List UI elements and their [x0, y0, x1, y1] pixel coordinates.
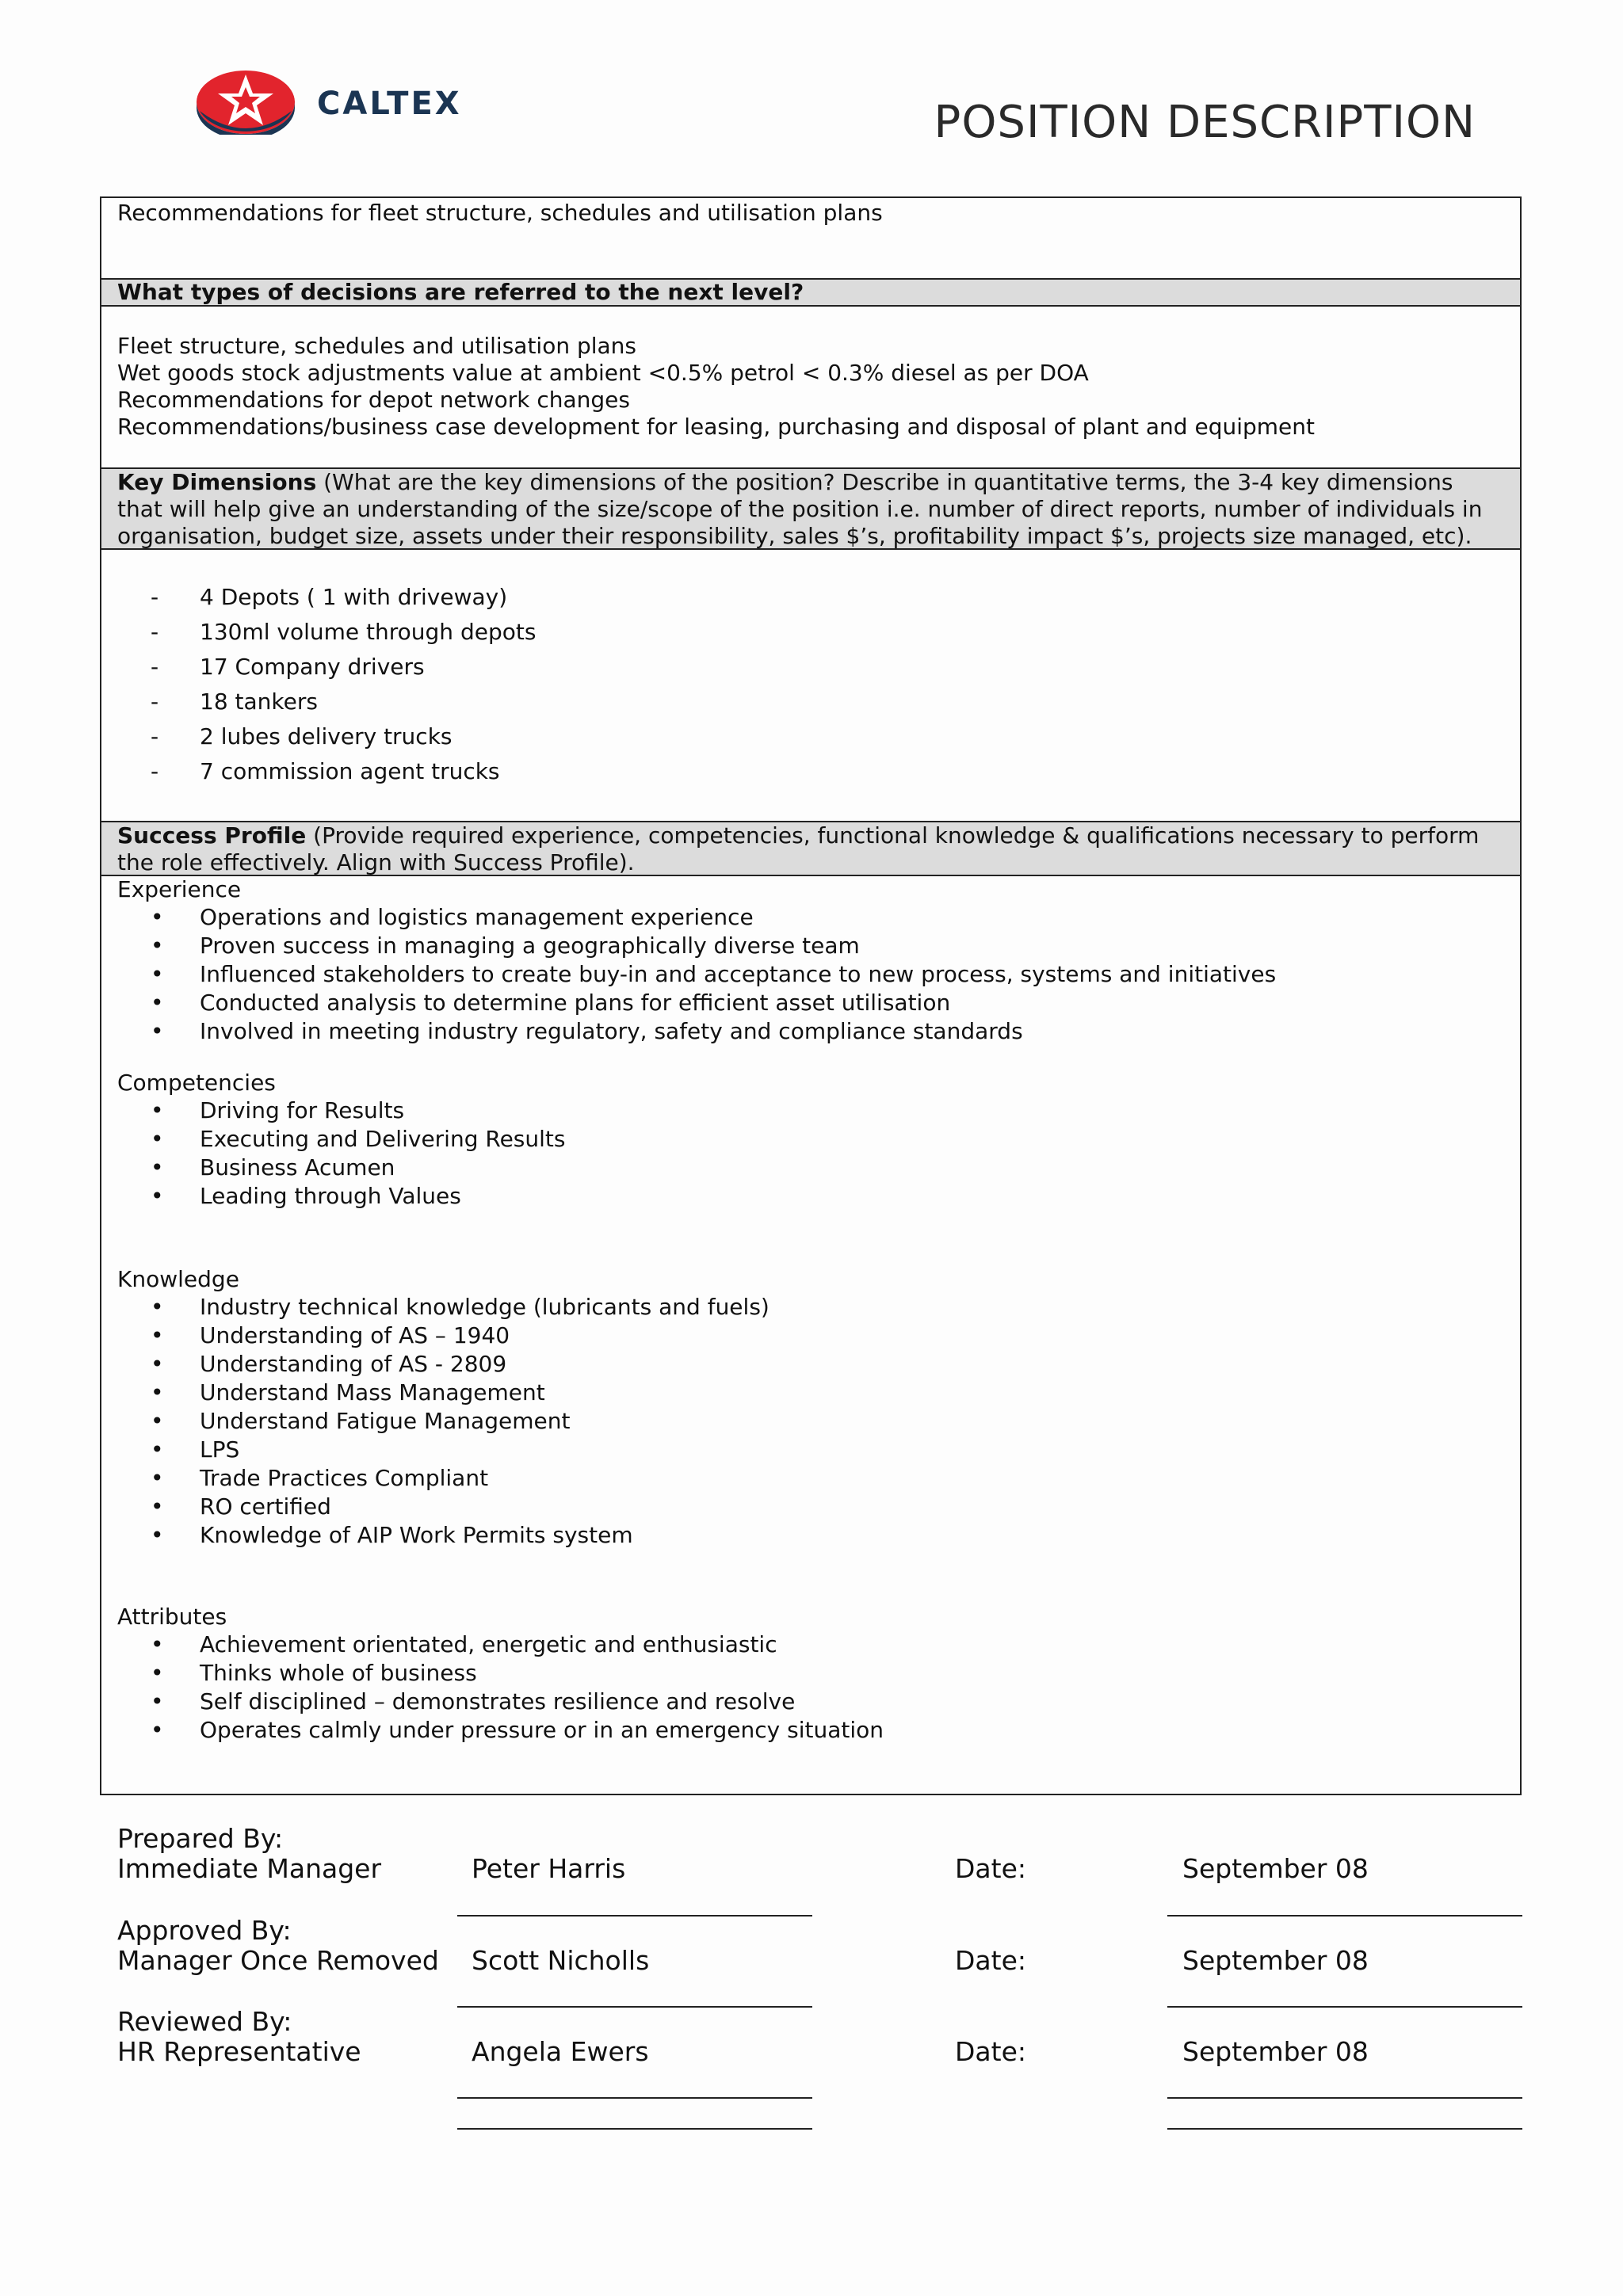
list-item [101, 989, 1520, 1017]
knowledge-text: Understand Mass Management [200, 1379, 545, 1405]
signoff-role-label [117, 2007, 361, 2067]
date-line [1167, 2006, 1522, 2008]
dimension-text: 17 Company drivers [200, 654, 425, 680]
knowledge-text: Knowledge of AIP Work Permits system [200, 1522, 633, 1548]
bullet-marker: • [151, 1717, 164, 1743]
key-dimensions-list [101, 580, 1520, 789]
list-item [101, 1379, 1520, 1407]
dash-marker: - [151, 723, 159, 749]
bullet-marker: • [151, 1660, 164, 1686]
list-item [101, 1716, 1520, 1745]
list-item [101, 1659, 1520, 1688]
dash-marker: - [151, 654, 159, 680]
bullet-marker: • [151, 1688, 164, 1714]
dash-marker: - [151, 688, 159, 715]
bullet-marker: • [151, 1522, 164, 1548]
knowledge-list [101, 1293, 1520, 1550]
signoff-date: September 08 [1182, 1945, 1369, 1976]
experience-section [101, 876, 1520, 1046]
list-item [101, 754, 1520, 789]
signoff-role-label [117, 1824, 381, 1884]
signature-line [457, 1915, 812, 1917]
signoff-role-text: HR Representative [117, 2036, 361, 2067]
signoff-action-text: Approved By: [117, 1915, 292, 1946]
experience-list [101, 903, 1520, 1046]
list-item [101, 1322, 1520, 1350]
decisions-heading: What types of decisions are referred to the next level? [101, 278, 1520, 307]
bullet-marker: • [151, 1351, 164, 1377]
decisions-list [101, 333, 1520, 441]
experience-label: Experience [117, 876, 242, 902]
experience-text: Proven success in managing a geographically diverse team [200, 933, 860, 959]
signoff-name: Scott Nicholls [472, 1945, 650, 1976]
attribute-text: Operates calmly under pressure or in an emergency situation [200, 1717, 884, 1743]
signature-line [457, 2097, 812, 2099]
competency-text: Executing and Delivering Results [200, 1126, 566, 1152]
decision-item: Recommendations/business case development for leasing, purchasing and disposal of plant and equipment [117, 414, 1316, 440]
bullet-marker: • [151, 1018, 164, 1044]
list-item [101, 1521, 1520, 1550]
key-dimensions-label: Key Dimensions [117, 469, 317, 495]
date-line [1167, 2128, 1522, 2130]
caltex-logo [197, 70, 498, 141]
knowledge-section [101, 1266, 1520, 1550]
dash-marker: - [151, 758, 159, 784]
signoff-role-label [117, 1916, 439, 1976]
caltex-star-icon [197, 70, 295, 135]
knowledge-text: RO certified [200, 1493, 331, 1520]
list-item [101, 1097, 1520, 1125]
dimension-text: 2 lubes delivery trucks [200, 723, 453, 749]
competencies-label: Competencies [117, 1070, 276, 1096]
bullet-marker: • [151, 1322, 164, 1348]
knowledge-label: Knowledge [117, 1266, 239, 1292]
decision-item: Fleet structure, schedules and utilisation plans [117, 333, 637, 359]
dimension-text: 4 Depots ( 1 with driveway) [200, 584, 508, 610]
knowledge-text: Understanding of AS – 1940 [200, 1322, 510, 1348]
signoff-action-text: Prepared By: [117, 1823, 284, 1854]
dimension-text: 130ml volume through depots [200, 619, 537, 645]
list-item [101, 932, 1520, 960]
signoff-date: September 08 [1182, 1853, 1369, 1884]
list-item [101, 1154, 1520, 1182]
list-item [101, 1630, 1520, 1659]
signoff-role-text: Manager Once Removed [117, 1945, 439, 1976]
bullet-marker: • [151, 1126, 164, 1152]
position-details-table [100, 196, 1522, 1795]
list-item [101, 1350, 1520, 1379]
list-item [101, 1464, 1520, 1493]
attributes-label: Attributes [117, 1604, 227, 1630]
list-item [101, 1407, 1520, 1436]
experience-text: Conducted analysis to determine plans for efficient asset utilisation [200, 990, 951, 1016]
top-text: Recommendations for fleet structure, schedules and utilisation plans [117, 200, 883, 226]
bullet-marker: • [151, 1465, 164, 1491]
list-item [101, 903, 1520, 932]
competency-text: Business Acumen [200, 1154, 395, 1180]
bullet-marker: • [151, 1408, 164, 1434]
experience-text: Involved in meeting industry regulatory, safety and compliance standards [200, 1018, 1023, 1044]
competencies-list [101, 1097, 1520, 1211]
knowledge-text: LPS [200, 1436, 240, 1463]
bullet-marker: • [151, 961, 164, 987]
signoff-role-text: Immediate Manager [117, 1853, 382, 1884]
key-dimensions-description: (What are the key dimensions of the position? Describe in quantitative terms, the 3-4 key dimensions that will help give an understanding of the size/scope of the position i.e. number of direct reports, number of individuals in organisation, budget size, assets under their responsibility, sales $’s, profitability impact $’s, projects size managed, etc). [117, 469, 1483, 549]
bullet-marker: • [151, 990, 164, 1016]
signoff-date-label: Date: [955, 1853, 1026, 1884]
list-item [101, 1493, 1520, 1521]
dash-marker: - [151, 619, 159, 645]
experience-text: Influenced stakeholders to create buy-in and acceptance to new process, systems and initiatives [200, 961, 1277, 987]
list-item [101, 1125, 1520, 1154]
list-item [101, 580, 1520, 615]
attributes-list [101, 1630, 1520, 1745]
bullet-marker: • [151, 904, 164, 930]
list-item [101, 685, 1520, 719]
attribute-text: Achievement orientated, energetic and enthusiastic [200, 1631, 777, 1657]
success-profile-description: (Provide required experience, competencies, functional knowledge & qualifications necessary to perform the role effectively. Align with Success Profile). [117, 822, 1480, 875]
knowledge-text: Trade Practices Compliant [200, 1465, 489, 1491]
bullet-marker: • [151, 933, 164, 959]
signature-line [457, 2128, 812, 2130]
date-line [1167, 1915, 1522, 1917]
list-item [101, 650, 1520, 685]
decision-item: Recommendations for depot network changes [117, 387, 630, 413]
date-line [1167, 2097, 1522, 2099]
signoff-name: Angela Ewers [472, 2036, 649, 2067]
signature-line [457, 2006, 812, 2008]
bullet-marker: • [151, 1097, 164, 1123]
logo-wordmark: CALTEX [317, 86, 462, 122]
competencies-section [101, 1070, 1520, 1211]
list-item [101, 615, 1520, 650]
signoff-date-label: Date: [955, 2036, 1026, 2067]
decision-item: Wet goods stock adjustments value at ambient <0.5% petrol < 0.3% diesel as per DOA [117, 360, 1089, 386]
list-item [101, 1017, 1520, 1046]
success-profile-heading [101, 821, 1520, 876]
dash-marker: - [151, 584, 159, 610]
bullet-marker: • [151, 1436, 164, 1463]
bullet-marker: • [151, 1183, 164, 1209]
bullet-marker: • [151, 1631, 164, 1657]
bullet-marker: • [151, 1379, 164, 1405]
list-item [101, 719, 1520, 754]
list-item [101, 1436, 1520, 1464]
list-item [101, 1293, 1520, 1322]
dimension-text: 7 commission agent trucks [200, 758, 500, 784]
attribute-text: Thinks whole of business [200, 1660, 477, 1686]
bullet-marker: • [151, 1493, 164, 1520]
key-dimensions-heading [101, 467, 1520, 550]
list-item [101, 1688, 1520, 1716]
document-title: POSITION DESCRIPTION [934, 97, 1476, 148]
bullet-marker: • [151, 1154, 164, 1180]
signoff-name: Peter Harris [472, 1853, 626, 1884]
signoff-action-text: Reviewed By: [117, 2006, 292, 2037]
success-profile-label: Success Profile [117, 822, 307, 849]
competency-text: Driving for Results [200, 1097, 405, 1123]
dimension-text: 18 tankers [200, 688, 318, 715]
bullet-marker: • [151, 1294, 164, 1320]
signoff-date-label: Date: [955, 1945, 1026, 1976]
knowledge-text: Industry technical knowledge (lubricants and fuels) [200, 1294, 769, 1320]
attribute-text: Self disciplined – demonstrates resilience and resolve [200, 1688, 796, 1714]
knowledge-text: Understand Fatigue Management [200, 1408, 571, 1434]
competency-text: Leading through Values [200, 1183, 461, 1209]
attributes-section [101, 1604, 1520, 1745]
list-item [101, 960, 1520, 989]
knowledge-text: Understanding of AS - 2809 [200, 1351, 507, 1377]
list-item [101, 1182, 1520, 1211]
signoff-date: September 08 [1182, 2036, 1369, 2067]
experience-text: Operations and logistics management experience [200, 904, 754, 930]
